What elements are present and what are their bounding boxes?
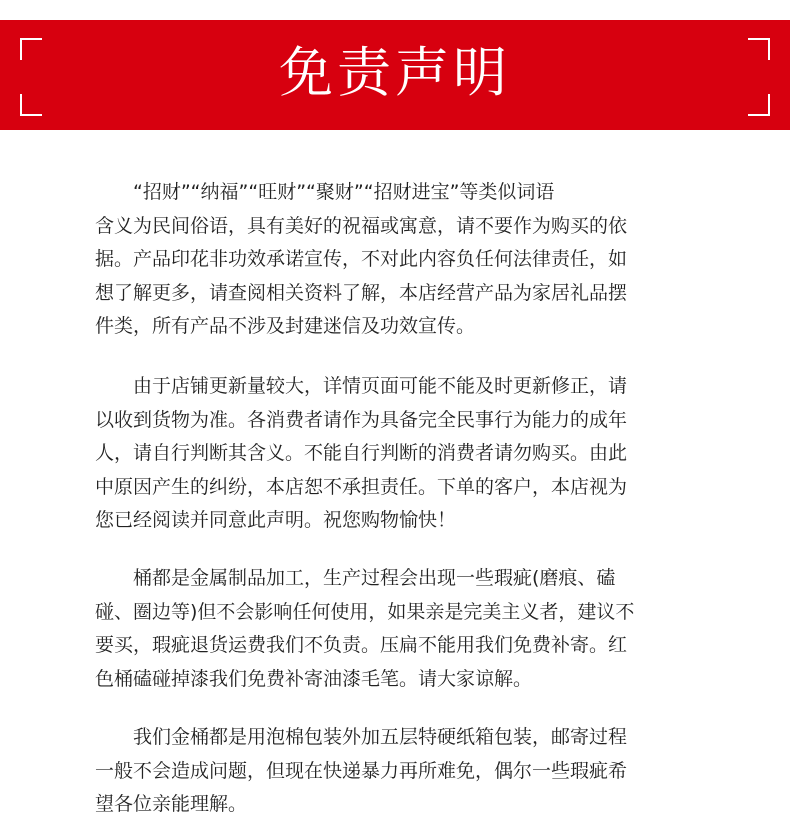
paragraph-line: 人，请自行判断其含义。不能自行判断的消费者请勿购买。由此	[95, 442, 628, 464]
paragraph-packaging-notice	[95, 721, 627, 822]
paragraph-line: 桶都是金属制品加工，生产过程会出现一些瑕疵(磨痕、磕	[95, 567, 616, 589]
paragraph-line: 中原因产生的纠纷，本店恕不承担责任。下单的客户，本店视为	[95, 475, 628, 498]
page-title: 免责声明	[279, 41, 511, 104]
paragraph-update-notice	[95, 370, 627, 538]
paragraph-line: 望各位亲能理解。	[95, 793, 248, 815]
paragraph-line: 一般不会造成问题，但现在快递暴力再所难免，偶尔一些瑕疵希	[95, 759, 628, 782]
paragraph-line: 色桶磕碰掉漆我们免费补寄油漆毛笔。请大家谅解。	[95, 667, 533, 690]
paragraph-line: 以收到货物为准。各消费者请作为具备完全民事行为能力的成年	[95, 408, 628, 431]
paragraph-defects-policy	[95, 562, 634, 696]
header-banner	[0, 20, 790, 130]
paragraph-line: 您已经阅读并同意此声明。祝您购物愉快！	[95, 509, 457, 531]
paragraph-line: 据。产品印花非功效承诺宣传，不对此内容负任何法律责任，如	[95, 248, 628, 270]
paragraph-line: 件类，所有产品不涉及封建迷信及功效宣传。	[95, 315, 476, 337]
paragraph-line: 含义为民间俗语，具有美好的祝福或寓意，请不要作为购买的依	[95, 214, 628, 237]
paragraph-line: “招财”“纳福”“旺财”“聚财”“招财进宝”等类似词语	[95, 181, 555, 203]
paragraph-line: 想了解更多，请查阅相关资料了解，本店经营产品为家居礼品摆	[95, 281, 628, 304]
paragraph-line: 由于店铺更新量较大，详情页面可能不能及时更新修正，请	[95, 375, 628, 397]
paragraph-line: 碰、圈边等)但不会影响任何使用，如果亲是完美主义者，建议不	[95, 600, 635, 623]
paragraph-line: 我们金桶都是用泡棉包装外加五层特硬纸箱包装，邮寄过程	[95, 726, 628, 748]
paragraph-line: 要买，瑕疵退货运费我们不负责。压扁不能用我们免费补寄。红	[95, 634, 628, 656]
paragraph-merchandise-terms	[95, 176, 627, 344]
